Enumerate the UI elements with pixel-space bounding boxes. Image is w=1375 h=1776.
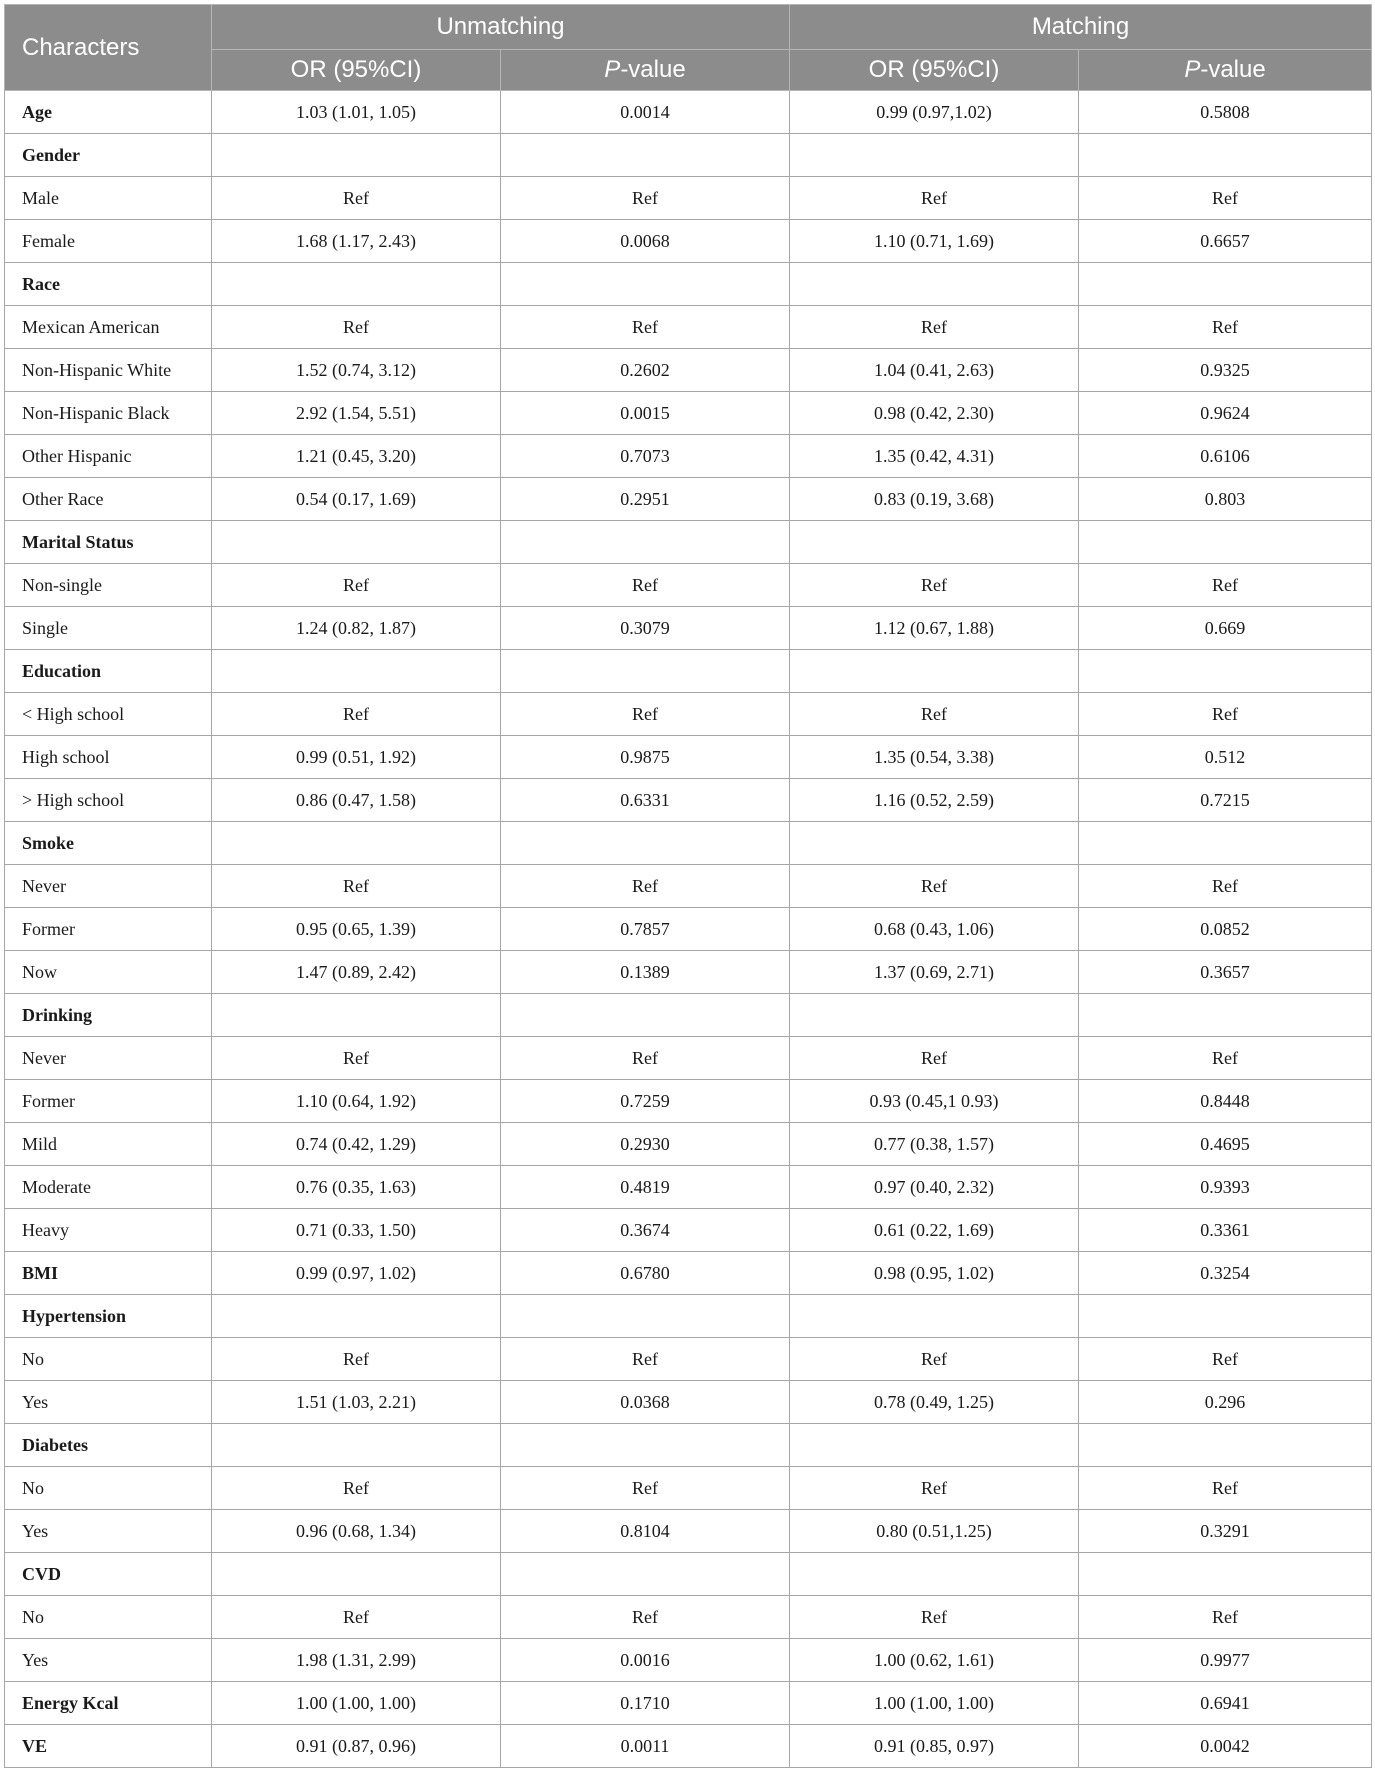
unmatching-p-cell (501, 1295, 790, 1338)
unmatching-p-cell: Ref (501, 177, 790, 220)
unmatching-or-cell (212, 822, 501, 865)
table-row (5, 693, 1372, 736)
unmatching-or-cell: Ref (212, 693, 501, 736)
unmatching-or-cell: 1.52 (0.74, 3.12) (212, 349, 501, 392)
matching-p-cell: 0.9393 (1079, 1166, 1372, 1209)
matching-p-cell (1079, 134, 1372, 177)
table-row (5, 865, 1372, 908)
table-row (5, 564, 1372, 607)
matching-or-cell: 1.12 (0.67, 1.88) (790, 607, 1079, 650)
unmatching-or-cell: 0.54 (0.17, 1.69) (212, 478, 501, 521)
row-label: Age (5, 91, 212, 134)
unmatching-p-cell: Ref (501, 865, 790, 908)
matching-p-cell: Ref (1079, 177, 1372, 220)
matching-p-cell: 0.669 (1079, 607, 1372, 650)
matching-or-cell (790, 134, 1079, 177)
row-label: Non-Hispanic Black (5, 392, 212, 435)
table-row (5, 349, 1372, 392)
p-italic: P (604, 56, 621, 83)
unmatching-or-cell: Ref (212, 1467, 501, 1510)
unmatching-or-cell: 0.99 (0.97, 1.02) (212, 1252, 501, 1295)
table-row (5, 1510, 1372, 1553)
unmatching-p-cell: 0.7073 (501, 435, 790, 478)
matching-or-cell (790, 1553, 1079, 1596)
unmatching-p-cell: 0.3674 (501, 1209, 790, 1252)
unmatching-or-cell: Ref (212, 306, 501, 349)
table-row (5, 1639, 1372, 1682)
matching-p-cell (1079, 521, 1372, 564)
matching-p-cell: 0.9624 (1079, 392, 1372, 435)
unmatching-or-cell: 2.92 (1.54, 5.51) (212, 392, 501, 435)
row-label: Race (5, 263, 212, 306)
header-matching-or: OR (95%CI) (790, 50, 1079, 91)
matching-p-cell: 0.296 (1079, 1381, 1372, 1424)
unmatching-or-cell: Ref (212, 564, 501, 607)
matching-p-cell: Ref (1079, 1338, 1372, 1381)
unmatching-p-cell: 0.1389 (501, 951, 790, 994)
unmatching-or-cell (212, 1424, 501, 1467)
matching-p-cell: 0.9977 (1079, 1639, 1372, 1682)
matching-or-cell: 1.10 (0.71, 1.69) (790, 220, 1079, 263)
row-label: Yes (5, 1639, 212, 1682)
unmatching-p-cell (501, 1553, 790, 1596)
matching-or-cell (790, 1424, 1079, 1467)
table-row (5, 263, 1372, 306)
unmatching-p-cell: 0.6331 (501, 779, 790, 822)
matching-or-cell: Ref (790, 306, 1079, 349)
matching-or-cell: 1.16 (0.52, 2.59) (790, 779, 1079, 822)
row-label: Mild (5, 1123, 212, 1166)
unmatching-p-cell: 0.0015 (501, 392, 790, 435)
matching-p-cell: Ref (1079, 564, 1372, 607)
matching-or-cell (790, 650, 1079, 693)
unmatching-p-cell (501, 822, 790, 865)
unmatching-p-cell (501, 650, 790, 693)
matching-p-cell: Ref (1079, 1037, 1372, 1080)
unmatching-p-cell: Ref (501, 306, 790, 349)
row-label: Single (5, 607, 212, 650)
table-row (5, 1123, 1372, 1166)
unmatching-or-cell: 1.47 (0.89, 2.42) (212, 951, 501, 994)
row-label: Hypertension (5, 1295, 212, 1338)
table-row (5, 1596, 1372, 1639)
row-label: Energy Kcal (5, 1682, 212, 1725)
p-suffix: -value (1200, 56, 1266, 83)
row-label: High school (5, 736, 212, 779)
unmatching-p-cell: Ref (501, 1338, 790, 1381)
matching-or-cell: 0.98 (0.95, 1.02) (790, 1252, 1079, 1295)
table-row (5, 1166, 1372, 1209)
unmatching-p-cell (501, 521, 790, 564)
matching-or-cell: Ref (790, 865, 1079, 908)
table-row (5, 91, 1372, 134)
table-row (5, 908, 1372, 951)
matching-or-cell: 0.61 (0.22, 1.69) (790, 1209, 1079, 1252)
matching-or-cell: Ref (790, 693, 1079, 736)
matching-or-cell: 0.77 (0.38, 1.57) (790, 1123, 1079, 1166)
header-unmatching-p (501, 50, 790, 91)
unmatching-or-cell (212, 1553, 501, 1596)
matching-or-cell: 0.78 (0.49, 1.25) (790, 1381, 1079, 1424)
unmatching-or-cell: 0.91 (0.87, 0.96) (212, 1725, 501, 1768)
table-row (5, 951, 1372, 994)
unmatching-p-cell: 0.0011 (501, 1725, 790, 1768)
table-row (5, 607, 1372, 650)
unmatching-p-cell: 0.6780 (501, 1252, 790, 1295)
row-label: Yes (5, 1381, 212, 1424)
row-label: Diabetes (5, 1424, 212, 1467)
matching-or-cell: 0.93 (0.45,1 0.93) (790, 1080, 1079, 1123)
matching-p-cell (1079, 263, 1372, 306)
row-label: Smoke (5, 822, 212, 865)
matching-p-cell (1079, 650, 1372, 693)
matching-p-cell: 0.6657 (1079, 220, 1372, 263)
table-row (5, 1295, 1372, 1338)
row-label: Former (5, 1080, 212, 1123)
matching-p-cell: 0.0852 (1079, 908, 1372, 951)
table-row (5, 1338, 1372, 1381)
unmatching-or-cell: 1.00 (1.00, 1.00) (212, 1682, 501, 1725)
table-row (5, 521, 1372, 564)
header-matching: Matching (790, 5, 1372, 50)
matching-p-cell (1079, 822, 1372, 865)
matching-or-cell: 1.00 (0.62, 1.61) (790, 1639, 1079, 1682)
unmatching-or-cell: 1.03 (1.01, 1.05) (212, 91, 501, 134)
matching-p-cell: 0.8448 (1079, 1080, 1372, 1123)
table-row (5, 1553, 1372, 1596)
unmatching-p-cell: Ref (501, 1467, 790, 1510)
matching-p-cell: Ref (1079, 1596, 1372, 1639)
unmatching-p-cell: 0.0016 (501, 1639, 790, 1682)
row-label: Former (5, 908, 212, 951)
matching-p-cell: 0.6106 (1079, 435, 1372, 478)
unmatching-p-cell: 0.9875 (501, 736, 790, 779)
unmatching-or-cell (212, 263, 501, 306)
unmatching-or-cell: 1.98 (1.31, 2.99) (212, 1639, 501, 1682)
row-label: VE (5, 1725, 212, 1768)
unmatching-p-cell: 0.0014 (501, 91, 790, 134)
matching-or-cell: 0.83 (0.19, 3.68) (790, 478, 1079, 521)
matching-or-cell: 0.68 (0.43, 1.06) (790, 908, 1079, 951)
matching-p-cell (1079, 1424, 1372, 1467)
row-label: Non-single (5, 564, 212, 607)
row-label: Male (5, 177, 212, 220)
unmatching-p-cell: 0.2951 (501, 478, 790, 521)
table-row (5, 1381, 1372, 1424)
unmatching-or-cell: Ref (212, 177, 501, 220)
unmatching-p-cell: 0.7259 (501, 1080, 790, 1123)
row-label: Gender (5, 134, 212, 177)
matching-p-cell: 0.512 (1079, 736, 1372, 779)
matching-p-cell: Ref (1079, 1467, 1372, 1510)
matching-or-cell: Ref (790, 177, 1079, 220)
table-row (5, 1467, 1372, 1510)
table-row (5, 177, 1372, 220)
unmatching-p-cell: 0.2602 (501, 349, 790, 392)
unmatching-p-cell: 0.7857 (501, 908, 790, 951)
unmatching-or-cell: Ref (212, 1338, 501, 1381)
row-label: Moderate (5, 1166, 212, 1209)
unmatching-p-cell: 0.3079 (501, 607, 790, 650)
unmatching-or-cell: 1.10 (0.64, 1.92) (212, 1080, 501, 1123)
header-unmatching-or: OR (95%CI) (212, 50, 501, 91)
row-label: Female (5, 220, 212, 263)
matching-p-cell: 0.6941 (1079, 1682, 1372, 1725)
header-unmatching: Unmatching (212, 5, 790, 50)
matching-or-cell: Ref (790, 564, 1079, 607)
table-row (5, 1424, 1372, 1467)
table-row (5, 220, 1372, 263)
row-label: CVD (5, 1553, 212, 1596)
matching-p-cell: 0.7215 (1079, 779, 1372, 822)
row-label: Never (5, 1037, 212, 1080)
odds-ratio-table (4, 4, 1372, 1768)
header-row-top (5, 5, 1372, 50)
unmatching-or-cell: 0.99 (0.51, 1.92) (212, 736, 501, 779)
table-row (5, 134, 1372, 177)
table-row (5, 1209, 1372, 1252)
table-row (5, 1252, 1372, 1295)
table-row (5, 478, 1372, 521)
unmatching-p-cell (501, 1424, 790, 1467)
table-row (5, 1682, 1372, 1725)
matching-p-cell: Ref (1079, 306, 1372, 349)
matching-p-cell (1079, 1553, 1372, 1596)
matching-p-cell: Ref (1079, 693, 1372, 736)
unmatching-or-cell: Ref (212, 865, 501, 908)
row-label: Now (5, 951, 212, 994)
matching-or-cell (790, 263, 1079, 306)
row-label: No (5, 1467, 212, 1510)
unmatching-p-cell: 0.2930 (501, 1123, 790, 1166)
row-label: No (5, 1596, 212, 1639)
matching-or-cell: 1.00 (1.00, 1.00) (790, 1682, 1079, 1725)
unmatching-or-cell: 1.21 (0.45, 3.20) (212, 435, 501, 478)
matching-p-cell: 0.3361 (1079, 1209, 1372, 1252)
row-label: Never (5, 865, 212, 908)
matching-p-cell: 0.3657 (1079, 951, 1372, 994)
table-header (5, 5, 1372, 91)
matching-or-cell: Ref (790, 1037, 1079, 1080)
row-label: Non-Hispanic White (5, 349, 212, 392)
header-matching-p (1079, 50, 1372, 91)
matching-or-cell: Ref (790, 1338, 1079, 1381)
matching-p-cell: Ref (1079, 865, 1372, 908)
matching-p-cell (1079, 1295, 1372, 1338)
matching-or-cell: 1.35 (0.42, 4.31) (790, 435, 1079, 478)
table-row (5, 306, 1372, 349)
row-label: No (5, 1338, 212, 1381)
matching-p-cell: 0.4695 (1079, 1123, 1372, 1166)
unmatching-or-cell (212, 521, 501, 564)
unmatching-or-cell (212, 1295, 501, 1338)
row-label: > High school (5, 779, 212, 822)
matching-p-cell: 0.0042 (1079, 1725, 1372, 1768)
unmatching-p-cell: Ref (501, 1037, 790, 1080)
matching-or-cell (790, 521, 1079, 564)
table-row (5, 650, 1372, 693)
unmatching-or-cell: 1.51 (1.03, 2.21) (212, 1381, 501, 1424)
unmatching-p-cell: 0.4819 (501, 1166, 790, 1209)
row-label: Heavy (5, 1209, 212, 1252)
table-row (5, 779, 1372, 822)
matching-p-cell: 0.5808 (1079, 91, 1372, 134)
p-italic: P (1184, 56, 1201, 83)
table-row (5, 1725, 1372, 1768)
row-label: Other Hispanic (5, 435, 212, 478)
matching-or-cell: 0.91 (0.85, 0.97) (790, 1725, 1079, 1768)
matching-or-cell (790, 1295, 1079, 1338)
matching-or-cell: Ref (790, 1467, 1079, 1510)
unmatching-or-cell (212, 994, 501, 1037)
unmatching-p-cell: Ref (501, 1596, 790, 1639)
matching-or-cell: 0.80 (0.51,1.25) (790, 1510, 1079, 1553)
unmatching-or-cell: Ref (212, 1037, 501, 1080)
matching-or-cell (790, 822, 1079, 865)
matching-p-cell: 0.9325 (1079, 349, 1372, 392)
row-label: Marital Status (5, 521, 212, 564)
unmatching-or-cell: Ref (212, 1596, 501, 1639)
table-row (5, 736, 1372, 779)
row-label: Drinking (5, 994, 212, 1037)
unmatching-or-cell (212, 134, 501, 177)
unmatching-or-cell: 0.74 (0.42, 1.29) (212, 1123, 501, 1166)
matching-or-cell: 1.37 (0.69, 2.71) (790, 951, 1079, 994)
unmatching-or-cell: 0.71 (0.33, 1.50) (212, 1209, 501, 1252)
unmatching-p-cell (501, 263, 790, 306)
table-row (5, 1037, 1372, 1080)
unmatching-or-cell: 0.76 (0.35, 1.63) (212, 1166, 501, 1209)
table-row (5, 1080, 1372, 1123)
matching-or-cell: Ref (790, 1596, 1079, 1639)
matching-p-cell: 0.803 (1079, 478, 1372, 521)
unmatching-p-cell (501, 134, 790, 177)
row-label: < High school (5, 693, 212, 736)
unmatching-or-cell: 0.96 (0.68, 1.34) (212, 1510, 501, 1553)
unmatching-or-cell: 0.86 (0.47, 1.58) (212, 779, 501, 822)
unmatching-p-cell: 0.0368 (501, 1381, 790, 1424)
unmatching-or-cell: 1.68 (1.17, 2.43) (212, 220, 501, 263)
matching-or-cell: 0.98 (0.42, 2.30) (790, 392, 1079, 435)
matching-or-cell: 0.97 (0.40, 2.32) (790, 1166, 1079, 1209)
row-label: Education (5, 650, 212, 693)
table-row (5, 994, 1372, 1037)
unmatching-p-cell (501, 994, 790, 1037)
unmatching-p-cell: 0.0068 (501, 220, 790, 263)
table-body (5, 91, 1372, 1768)
unmatching-p-cell: 0.8104 (501, 1510, 790, 1553)
matching-p-cell: 0.3291 (1079, 1510, 1372, 1553)
row-label: Yes (5, 1510, 212, 1553)
unmatching-or-cell: 1.24 (0.82, 1.87) (212, 607, 501, 650)
table-row (5, 822, 1372, 865)
row-label: Other Race (5, 478, 212, 521)
matching-p-cell (1079, 994, 1372, 1037)
matching-or-cell: 1.04 (0.41, 2.63) (790, 349, 1079, 392)
row-label: Mexican American (5, 306, 212, 349)
matching-or-cell: 1.35 (0.54, 3.38) (790, 736, 1079, 779)
unmatching-p-cell: Ref (501, 693, 790, 736)
unmatching-or-cell (212, 650, 501, 693)
p-suffix: -value (620, 56, 686, 83)
unmatching-p-cell: 0.1710 (501, 1682, 790, 1725)
matching-or-cell (790, 994, 1079, 1037)
unmatching-p-cell: Ref (501, 564, 790, 607)
table-row (5, 435, 1372, 478)
matching-p-cell: 0.3254 (1079, 1252, 1372, 1295)
header-characters: Characters (5, 5, 212, 91)
matching-or-cell: 0.99 (0.97,1.02) (790, 91, 1079, 134)
unmatching-or-cell: 0.95 (0.65, 1.39) (212, 908, 501, 951)
table-row (5, 392, 1372, 435)
row-label: BMI (5, 1252, 212, 1295)
